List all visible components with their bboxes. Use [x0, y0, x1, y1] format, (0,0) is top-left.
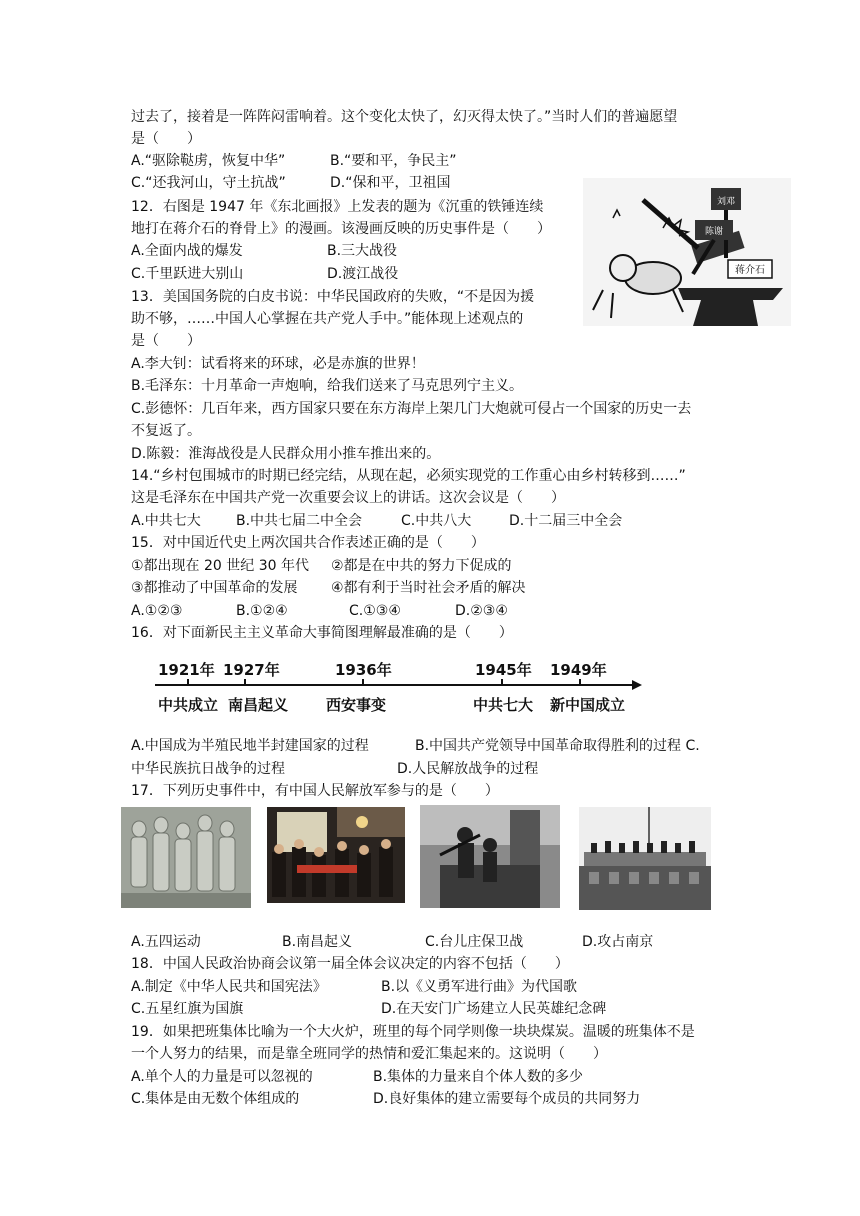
timeline-year-1936: 1936年 [335, 661, 392, 679]
q13-option-b: B.毛泽东：十月革命一声炮响，给我们送来了马克思列宁主义。 [131, 378, 524, 394]
q19-option-a: A.单个人的力量是可以忽视的 [131, 1069, 313, 1085]
timeline-year-1927: 1927年 [223, 661, 280, 679]
q14-option-c: C.中共八大 [401, 513, 472, 529]
cartoon-label-chenxie: 陈谢 [704, 227, 724, 237]
q15-option-a: A.①②③ [131, 603, 183, 619]
q11-option-a: A.“驱除鞑虏，恢复中华” [131, 153, 286, 169]
q18-option-b: B.以《义勇军进行曲》为代国歌 [381, 979, 578, 995]
q15-option-d: D.②③④ [455, 603, 508, 619]
q12-line1: 12．右图是 1947 年《东北画报》上发表的题为《沉重的铁锤连续 [131, 199, 544, 215]
q18-option-c: C.五星红旗为国旗 [131, 1001, 244, 1017]
q13-line3: 是（ ） [131, 333, 201, 349]
q13-option-c-cont: 不复返了。 [131, 423, 201, 439]
q19-option-c: C.集体是由无数个体组成的 [131, 1091, 300, 1107]
timeline-event-4: 中共七大 [473, 696, 534, 714]
q12-option-a: A.全面内战的爆发 [131, 243, 243, 259]
may-fourth-relief-image [121, 807, 251, 908]
q16-option-d: D.人民解放战争的过程 [397, 761, 539, 777]
q15-option-c: C.①③④ [349, 603, 401, 619]
q16-option-a: A.中国成为半殖民地半封建国家的过程 [131, 738, 369, 754]
q11-line2: 是（ ） [131, 131, 201, 147]
q12-option-c: C.千里跃进大别山 [131, 266, 244, 282]
q16-option-b: B.中国共产党领导中国革命取得胜利的过程 C. [415, 738, 700, 754]
q13-option-c: C.彭德怀：几百年来，西方国家只要在东方海岸上架几门大炮就可侵占一个国家的历史一去 [131, 401, 692, 417]
q13-line2: 助不够，……中国人心掌握在共产党人手中。”能体现上述观点的 [131, 311, 524, 327]
q12-option-d: D.渡江战役 [327, 266, 399, 282]
timeline-event-5: 新中国成立 [550, 696, 626, 714]
q14-option-a: A.中共七大 [131, 513, 201, 529]
q17-option-d: D.攻占南京 [582, 934, 654, 950]
q15-statement-1: ①都出现在 20 世纪 30 年代 [131, 558, 309, 574]
q19-line1: 19．如果把班集体比喻为一个大火炉，班里的每个同学则像一块块煤炭。温暖的班集体不是 [131, 1024, 695, 1040]
q16-line1: 16．对下面新民主主义革命大事简图理解最准确的是（ ） [131, 625, 513, 641]
q14-option-d: D.十二届三中全会 [509, 513, 623, 529]
q15-option-b: B.①②④ [236, 603, 288, 619]
q13-option-d: D.陈毅：淮海战役是人民群众用小推车推出来的。 [131, 446, 441, 462]
q18-option-d: D.在天安门广场建立人民英雄纪念碑 [381, 1001, 607, 1017]
timeline-event-3: 西安事变 [326, 696, 387, 714]
q14-line1: 14.“乡村包围城市的时期已经完结，从现在起，必须实现党的工作重心由乡村转移到……” [131, 468, 686, 484]
cartoon-label-liudeng: 刘邓 [716, 197, 736, 207]
q19-option-b: B.集体的力量来自个体人数的多少 [373, 1069, 584, 1085]
q11-option-c: C.“还我河山，守土抗战” [131, 175, 286, 191]
q11-line1: 过去了，接着是一阵阵闷雷响着。这个变化太快了，幻灭得太快了。”当时人们的普遍愿望 [131, 109, 678, 125]
q18-line1: 18．中国人民政治协商会议第一届全体会议决定的内容不包括（ ） [131, 956, 569, 972]
q15-statement-4: ④都有利于当时社会矛盾的解决 [331, 580, 526, 596]
hammer-cartoon-image [583, 178, 791, 326]
q18-option-a: A.制定《中华人民共和国宪法》 [131, 979, 327, 995]
capture-of-nanjing-photo-image [579, 807, 711, 910]
q12-option-b: B.三大战役 [327, 243, 398, 259]
timeline-diagram [150, 654, 645, 724]
q17-option-a: A.五四运动 [131, 934, 201, 950]
q16-option-c: 中华民族抗日战争的过程 [131, 761, 285, 777]
q11-option-d: D.“保和平，卫祖国 [330, 175, 451, 191]
timeline-event-1: 中共成立 [158, 696, 219, 714]
nanchang-uprising-painting-image [267, 807, 405, 903]
q14-option-b: B.中共七届二中全会 [236, 513, 363, 529]
timeline-year-1949: 1949年 [550, 661, 607, 679]
q15-statement-2: ②都是在中共的努力下促成的 [331, 558, 512, 574]
timeline-year-1945: 1945年 [475, 661, 532, 679]
q19-line2: 一个人努力的结果，而是靠全班同学的热情和爱汇集起来的。这说明（ ） [131, 1046, 607, 1062]
timeline-year-1921: 1921年 [158, 661, 215, 679]
q12-line2: 地打在蒋介石的脊骨上》的漫画。该漫画反映的历史事件是（ ） [131, 221, 551, 237]
q11-option-b: B.“要和平，争民主” [330, 153, 457, 169]
q17-option-b: B.南昌起义 [282, 934, 353, 950]
q15-line1: 15．对中国近代史上两次国共合作表述正确的是（ ） [131, 535, 485, 551]
q19-option-d: D.良好集体的建立需要每个成员的共同努力 [373, 1091, 641, 1107]
q13-line1: 13．美国国务院的白皮书说：中华民国政府的失败，“不是因为援 [131, 289, 535, 305]
q17-option-c: C.台儿庄保卫战 [425, 934, 524, 950]
timeline-event-2: 南昌起义 [228, 696, 289, 714]
q14-line2: 这是毛泽东在中国共产党一次重要会议上的讲话。这次会议是（ ） [131, 490, 565, 506]
cartoon-label-jiang: 蒋介石 [735, 265, 765, 276]
taierzhuang-battle-photo-image [420, 805, 560, 908]
q13-option-a: A.李大钊：试看将来的环球，必是赤旗的世界！ [131, 356, 425, 372]
q17-line1: 17．下列历史事件中，有中国人民解放军参与的是（ ） [131, 783, 499, 799]
q15-statement-3: ③都推动了中国革命的发展 [131, 580, 298, 596]
